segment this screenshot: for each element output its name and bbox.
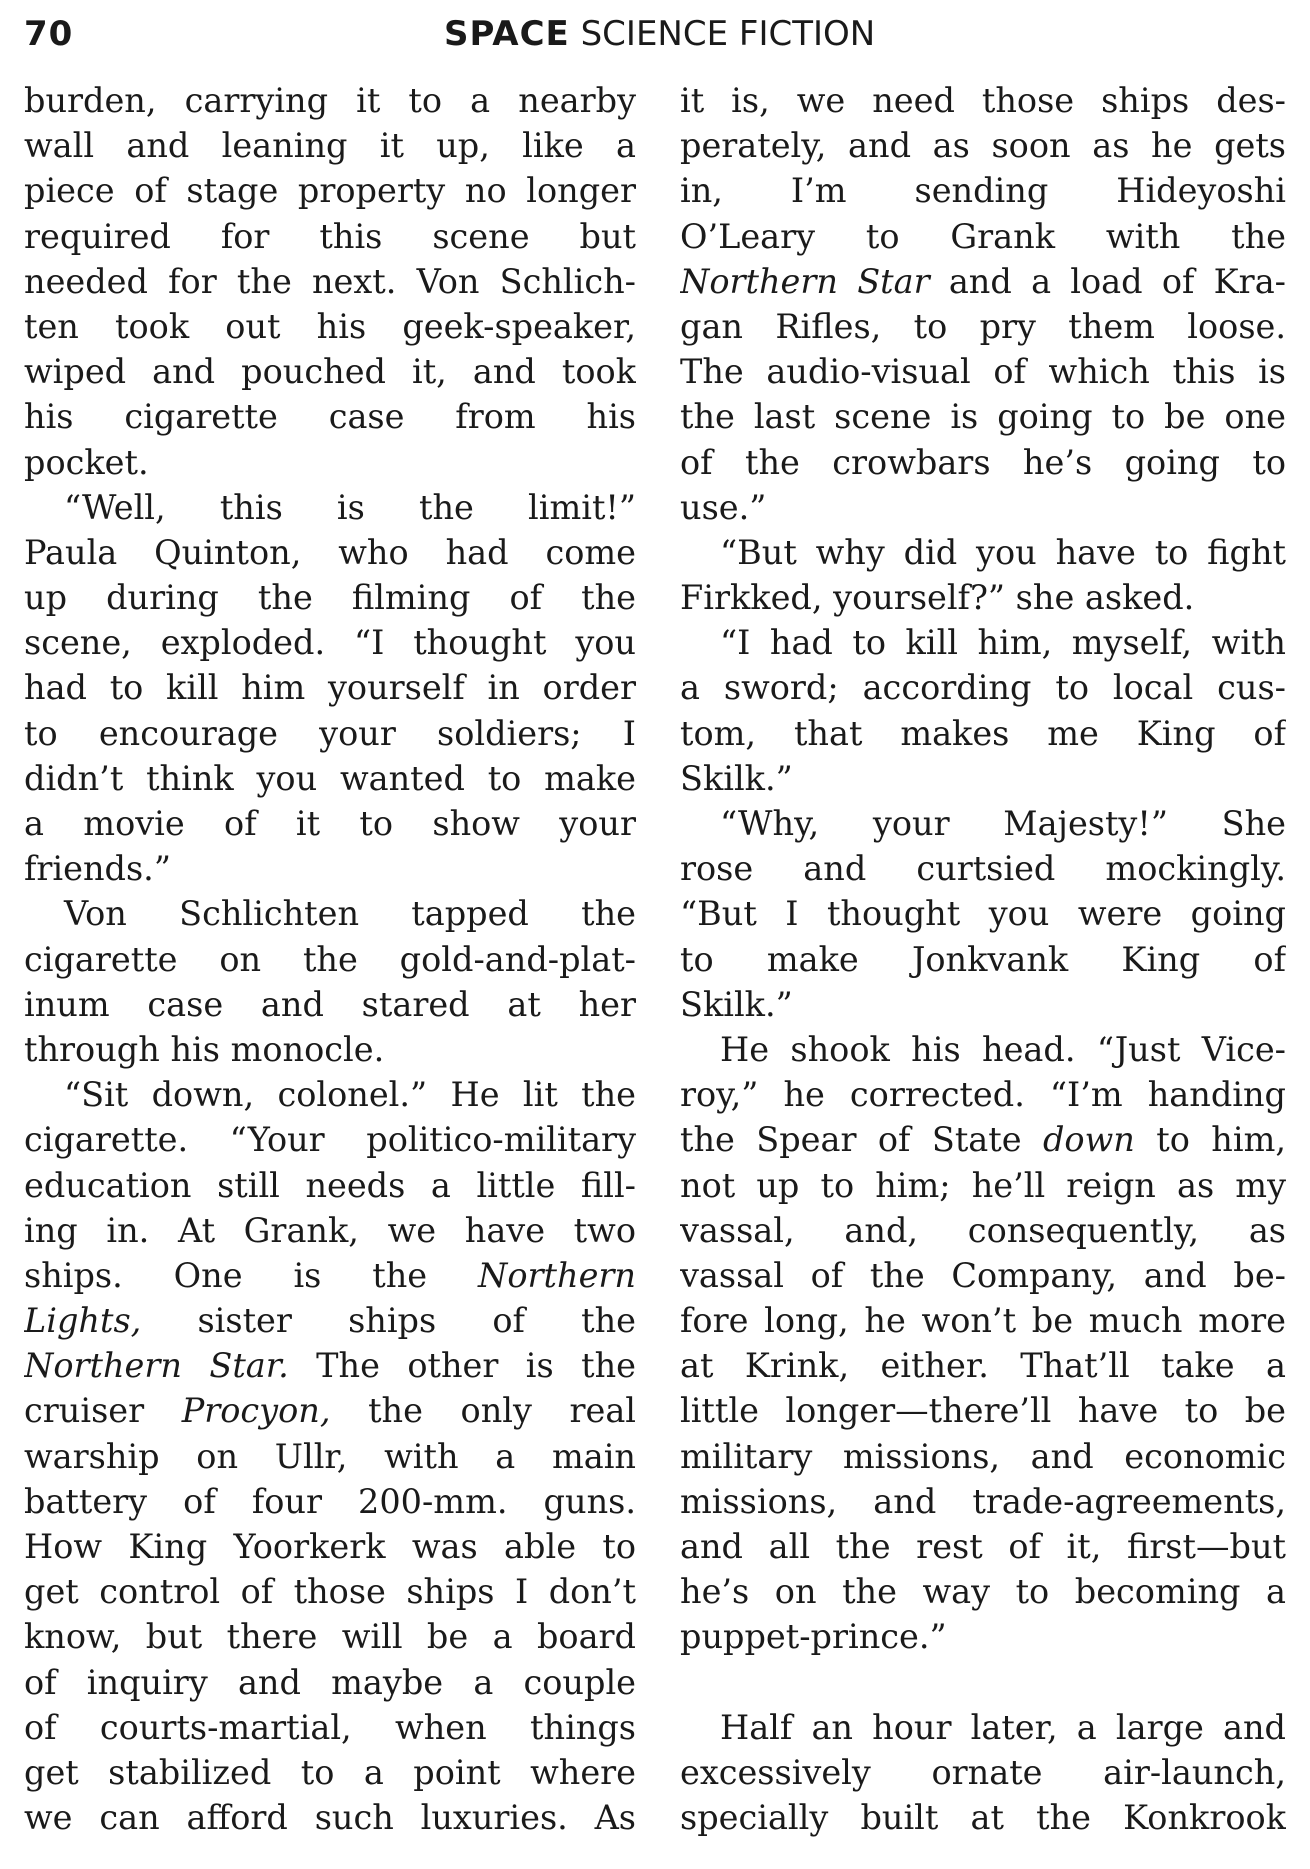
- text-line: [24, 1253, 636, 1298]
- text-line: [680, 1027, 1286, 1072]
- line-text: and all the rest of it, first—but: [680, 1527, 1286, 1566]
- line-text: Firkked, yourself?” she asked.: [680, 578, 1195, 618]
- text-line: [680, 1614, 1286, 1659]
- text-line: [24, 711, 636, 756]
- line-text: inum case and stared at her: [24, 984, 636, 1024]
- text-line: [24, 1298, 636, 1343]
- text-line: [680, 1660, 1286, 1705]
- text-line: [24, 982, 636, 1027]
- text-line: [24, 756, 636, 801]
- italic-title: Lights,: [24, 1301, 142, 1341]
- text-line: [680, 440, 1286, 485]
- text-line: [24, 349, 636, 394]
- text-line: [680, 846, 1286, 891]
- text-line: [680, 394, 1286, 439]
- text-line: [24, 1388, 636, 1433]
- text-line: [680, 1434, 1286, 1479]
- line-text: gan Rifles, to pry them loose.: [680, 306, 1286, 346]
- line-text: military missions, and economic: [680, 1436, 1286, 1476]
- text-line: [24, 304, 636, 349]
- line-text-after: the only real: [330, 1391, 636, 1431]
- text-line: [680, 78, 1286, 123]
- line-text: Half an hour later, a large and: [720, 1707, 1286, 1747]
- line-text: Skilk.”: [680, 984, 793, 1024]
- line-text: excessively ornate air-launch,: [680, 1752, 1286, 1792]
- line-text: battery of four 200-mm. guns.: [24, 1481, 636, 1521]
- line-text: ing in. At Grank, we have two: [24, 1210, 636, 1250]
- text-line: [24, 665, 636, 710]
- line-text: get control of those ships I don’t: [24, 1572, 636, 1612]
- line-text: vassal, and, consequently, as: [680, 1210, 1286, 1250]
- text-line: [24, 394, 636, 439]
- line-text: up during the filming of the: [24, 578, 636, 618]
- running-head-rest: SCIENCE FICTION: [580, 14, 876, 54]
- text-line: [680, 1298, 1286, 1343]
- line-text: through his monocle.: [24, 1029, 385, 1069]
- text-line: [24, 1524, 636, 1569]
- text-line: [680, 1479, 1286, 1524]
- line-text: vassal of the Company, and be-: [680, 1255, 1286, 1295]
- line-text: we can afford such luxuries. As: [24, 1798, 636, 1838]
- text-line: [24, 1705, 636, 1750]
- line-text: rose and curtsied mockingly.: [680, 849, 1286, 889]
- line-text: missions, and trade-agreements,: [680, 1481, 1286, 1521]
- line-text: required for this scene but: [24, 216, 636, 256]
- text-line: [680, 1208, 1286, 1253]
- text-line: [24, 1163, 636, 1208]
- line-text: wiped and pouched it, and took: [24, 352, 636, 392]
- text-line: [24, 801, 636, 846]
- left-column: [24, 78, 636, 1840]
- italic-title: Northern Star: [680, 261, 930, 301]
- line-text: Von Schlichten tapped the: [64, 894, 636, 934]
- text-line: [24, 1569, 636, 1614]
- text-line: [24, 78, 636, 123]
- text-line: [680, 1795, 1286, 1840]
- text-line: [24, 1660, 636, 1705]
- line-text: to make Jonkvank King of: [680, 939, 1286, 979]
- text-line: [680, 304, 1286, 349]
- line-text: cigarette on the gold-and-plat-: [24, 939, 636, 979]
- line-text: had to kill him yourself in order: [24, 668, 636, 708]
- line-text: a sword; according to local cus-: [680, 668, 1286, 708]
- line-text: “But why did you have to fight: [720, 532, 1286, 572]
- text-line: [680, 982, 1286, 1027]
- line-text: it is, we need those ships des-: [680, 81, 1286, 120]
- line-text-after: and a load of Kra-: [929, 261, 1286, 301]
- text-line: [680, 1388, 1286, 1433]
- text-line: [680, 168, 1286, 213]
- text-line: [680, 665, 1286, 710]
- text-line: [680, 1253, 1286, 1298]
- text-line: [24, 891, 636, 936]
- text-line: [24, 1795, 636, 1840]
- text-line: [680, 1569, 1286, 1614]
- text-line: [680, 1163, 1286, 1208]
- text-line: [680, 620, 1286, 665]
- text-line: [24, 259, 636, 304]
- line-text: he’s on the way to becoming a: [680, 1572, 1286, 1612]
- line-text: piece of stage property no longer: [24, 171, 636, 211]
- text-line: [24, 1117, 636, 1162]
- line-text: at Krink, either. That’ll take a: [680, 1346, 1286, 1386]
- line-text-after: sister ships of the: [141, 1301, 636, 1341]
- text-line: [24, 1343, 636, 1388]
- text-line: [24, 168, 636, 213]
- line-text: How King Yoorkerk was able to: [24, 1527, 636, 1566]
- text-line: [680, 1750, 1286, 1795]
- text-line: [24, 530, 636, 575]
- text-line: [24, 1208, 636, 1253]
- text-line: [24, 1434, 636, 1479]
- italic-title: Northern: [478, 1255, 636, 1295]
- line-text: Skilk.”: [680, 758, 793, 798]
- line-text: “Well, this is the limit!”: [64, 487, 636, 527]
- text-line: [680, 123, 1286, 168]
- page-header: [24, 14, 1294, 64]
- text-line: [24, 1750, 636, 1795]
- italic-title: Northern Star.: [24, 1346, 289, 1386]
- line-text: ten took out his geek-speaker,: [24, 306, 636, 346]
- page-number: 70: [24, 14, 74, 54]
- line-text: scene, exploded. “I thought you: [24, 623, 636, 663]
- line-text: “Why, your Majesty!” She: [720, 804, 1286, 843]
- text-line: [680, 891, 1286, 936]
- line-text: “Sit down, colonel.” He lit the: [64, 1075, 636, 1115]
- line-text: warship on Ullr, with a main: [24, 1436, 636, 1476]
- line-text: little longer—there’ll have to be: [680, 1391, 1286, 1431]
- line-text: pocket.: [24, 442, 149, 482]
- right-column: [680, 78, 1286, 1840]
- text-line: [680, 937, 1286, 982]
- line-text: The audio-visual of which this is: [680, 352, 1286, 392]
- italic-title: down: [1042, 1120, 1135, 1160]
- text-line: [24, 485, 636, 530]
- line-text: to encourage your soldiers; I: [24, 713, 636, 753]
- line-text: not up to him; he’ll reign as my: [680, 1165, 1286, 1205]
- text-line: [680, 214, 1286, 259]
- text-line: [680, 530, 1286, 575]
- text-line: [24, 937, 636, 982]
- text-line: [24, 1479, 636, 1524]
- line-text: Paula Quinton, who had come: [24, 532, 636, 572]
- text-line: [24, 846, 636, 891]
- line-text: puppet-prince.”: [680, 1617, 947, 1657]
- line-text: tom, that makes me King of: [680, 713, 1286, 753]
- line-text: a movie of it to show your: [24, 804, 636, 843]
- line-text: “But I thought you were going: [680, 894, 1286, 934]
- line-text: burden, carrying it to a nearby: [24, 81, 636, 120]
- line-text: cruiser: [24, 1391, 182, 1431]
- line-text: fore long, he won’t be much more: [680, 1301, 1286, 1341]
- line-text-after: The other is the: [288, 1346, 636, 1386]
- italic-title: Procyon,: [181, 1391, 331, 1431]
- text-line: [24, 440, 636, 485]
- text-line: [680, 349, 1286, 394]
- text-line: [24, 214, 636, 259]
- text-line: [680, 1343, 1286, 1388]
- line-text: ships. One is the: [24, 1255, 479, 1295]
- text-line: [680, 711, 1286, 756]
- line-text: of inquiry and maybe a couple: [24, 1662, 636, 1702]
- text-line: [680, 259, 1286, 304]
- line-text: his cigarette case from his: [24, 397, 636, 437]
- line-text: perately, and as soon as he gets: [680, 126, 1286, 166]
- line-text: specially built at the Konkrook: [680, 1798, 1286, 1838]
- line-text: of the crowbars he’s going to: [680, 442, 1286, 482]
- line-text: cigarette. “Your politico-military: [24, 1120, 636, 1160]
- line-text: in, I’m sending Hideyoshi: [680, 171, 1286, 211]
- line-text: He shook his head. “Just Vice-: [720, 1029, 1286, 1069]
- text-line: [680, 485, 1286, 530]
- running-head: [444, 14, 875, 54]
- line-text: of courts-martial, when things: [24, 1707, 636, 1747]
- line-text: get stabilized to a point where: [24, 1752, 636, 1792]
- text-line: [680, 1117, 1286, 1162]
- text-line: [24, 1614, 636, 1659]
- text-line: [680, 756, 1286, 801]
- line-text: O’Leary to Grank with the: [680, 216, 1286, 256]
- line-text: the last scene is going to be one: [680, 397, 1286, 437]
- line-text: use.”: [680, 487, 767, 527]
- text-line: [680, 1524, 1286, 1569]
- text-line: [24, 575, 636, 620]
- line-text: wall and leaning it up, like a: [24, 126, 636, 166]
- text-line: [24, 123, 636, 168]
- line-text: the Spear of State: [680, 1120, 1043, 1160]
- line-text: “I had to kill him, myself, with: [720, 623, 1286, 663]
- text-line: [24, 1072, 636, 1117]
- line-text: education still needs a little fill-: [24, 1165, 636, 1205]
- text-line: [680, 1072, 1286, 1117]
- line-text-after: to him,: [1134, 1120, 1286, 1160]
- text-line: [24, 620, 636, 665]
- text-line: [680, 1705, 1286, 1750]
- text-line: [24, 1027, 636, 1072]
- line-text: didn’t think you wanted to make: [24, 758, 636, 798]
- text-line: [680, 575, 1286, 620]
- text-line: [680, 801, 1286, 846]
- line-text: needed for the next. Von Schlich-: [24, 261, 636, 301]
- running-head-bold: SPACE: [444, 14, 570, 54]
- line-text: know, but there will be a board: [24, 1617, 636, 1657]
- line-text: roy,” he corrected. “I’m handing: [680, 1075, 1286, 1115]
- line-text: friends.”: [24, 849, 171, 889]
